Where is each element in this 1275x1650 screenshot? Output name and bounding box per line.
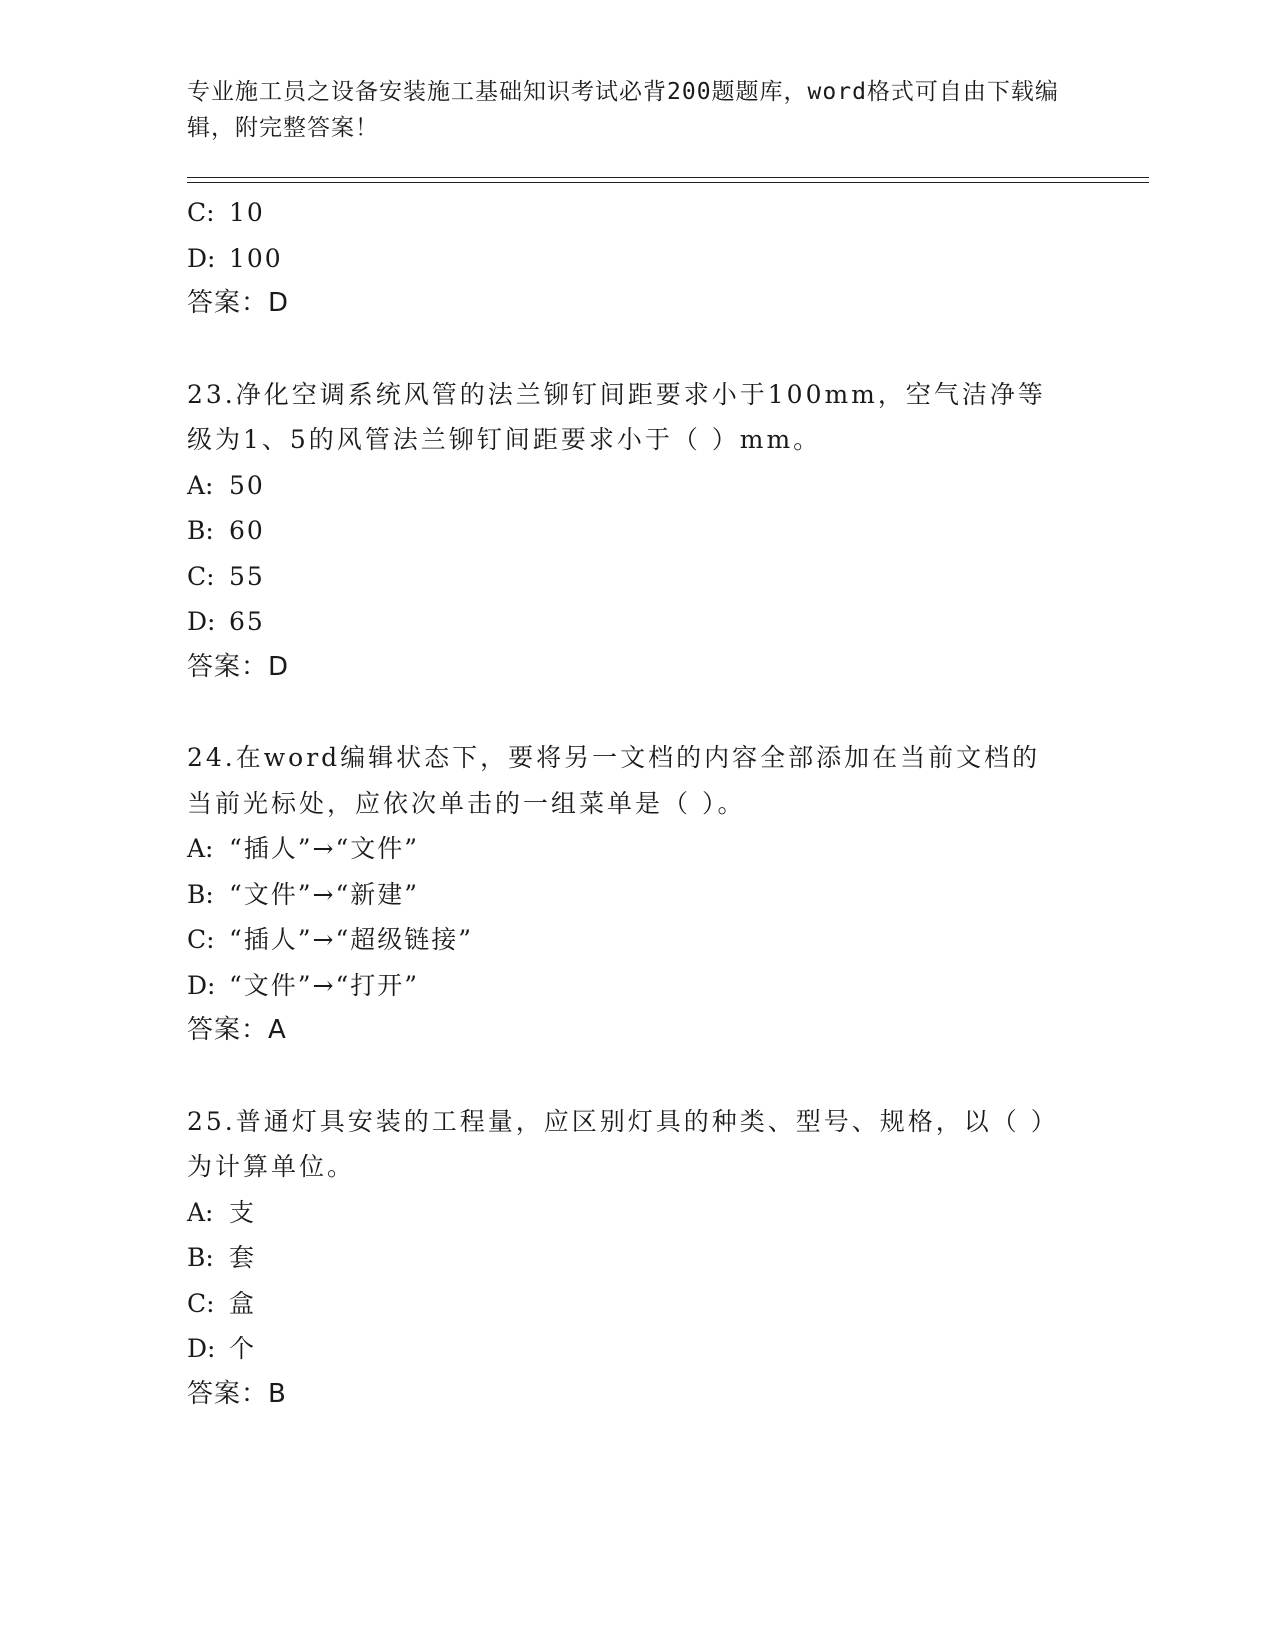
option-d xyxy=(187,963,1067,1009)
option-c xyxy=(187,1281,1067,1327)
option-label: D: xyxy=(187,1334,216,1363)
option-c xyxy=(187,917,1067,963)
option-d xyxy=(187,1326,1067,1372)
answer-line: 答案：D xyxy=(187,651,290,682)
option-d xyxy=(187,599,1067,645)
option-label: B: xyxy=(187,516,214,545)
option-text: 60 xyxy=(229,516,265,545)
option-label: C: xyxy=(187,198,215,227)
option-label: D: xyxy=(187,243,216,273)
option-label: B: xyxy=(187,879,214,909)
answer-line: 答案：D xyxy=(187,288,290,318)
question-24 xyxy=(187,735,1067,1054)
answer-line: 答案：A xyxy=(187,1015,287,1045)
option-c xyxy=(187,190,1067,236)
option-text: 55 xyxy=(229,561,265,591)
option-text: 65 xyxy=(229,607,265,636)
option-text: 10 xyxy=(229,198,265,227)
header-divider-bottom xyxy=(187,182,1149,183)
option-text: “插人”→“超级链接” xyxy=(229,925,474,954)
option-text: “文件”→“新建” xyxy=(229,879,420,909)
question-text: 23.净化空调系统风管的法兰铆钉间距要求小于100mm，空气洁净等级为1、5的风管法兰铆钉间距要求小于（ ）mm。 xyxy=(187,379,1046,454)
option-b xyxy=(187,508,1067,554)
option-text: “插人”→“文件” xyxy=(229,834,420,863)
answer-line: 答案：B xyxy=(187,1378,287,1409)
option-text: 个 xyxy=(229,1334,257,1363)
option-label: D: xyxy=(187,607,216,636)
option-a xyxy=(187,463,1067,509)
option-label: C: xyxy=(187,561,215,591)
option-label: A: xyxy=(187,470,214,500)
spacer xyxy=(187,327,1067,372)
question-text: 24.在word编辑状态下，要将另一文档的内容全部添加在当前文档的当前光标处，应依次单击的一组菜单是（ ）。 xyxy=(187,743,1041,818)
prev-question-block xyxy=(187,190,1067,327)
header-divider-top xyxy=(187,177,1149,178)
question-text: 25.普通灯具安装的工程量，应区别灯具的种类、型号、规格，以（ ）为计算单位。 xyxy=(187,1106,1059,1181)
option-label: A: xyxy=(187,834,214,863)
option-label: C: xyxy=(187,925,215,954)
option-label: A: xyxy=(187,1197,214,1227)
option-b xyxy=(187,1235,1067,1281)
option-label: D: xyxy=(187,970,216,1000)
option-text: 100 xyxy=(229,243,283,273)
spacer xyxy=(187,1054,1067,1099)
option-text: 套 xyxy=(229,1243,257,1272)
option-a xyxy=(187,1190,1067,1236)
option-text: 50 xyxy=(229,470,265,500)
option-text: “文件”→“打开” xyxy=(229,970,420,1000)
option-d xyxy=(187,236,1067,282)
option-c xyxy=(187,554,1067,600)
option-label: B: xyxy=(187,1243,214,1272)
question-23 xyxy=(187,372,1067,691)
spacer xyxy=(187,690,1067,735)
option-a xyxy=(187,826,1067,872)
question-25 xyxy=(187,1099,1067,1418)
document-header-title: 专业施工员之设备安装施工基础知识考试必背200题题库，word格式可自由下载编辑，附完整答案！ xyxy=(187,79,1059,141)
option-text: 支 xyxy=(229,1197,257,1227)
option-label: C: xyxy=(187,1288,215,1318)
option-text: 盒 xyxy=(229,1288,257,1318)
option-b xyxy=(187,872,1067,918)
document-body xyxy=(187,190,1067,1417)
